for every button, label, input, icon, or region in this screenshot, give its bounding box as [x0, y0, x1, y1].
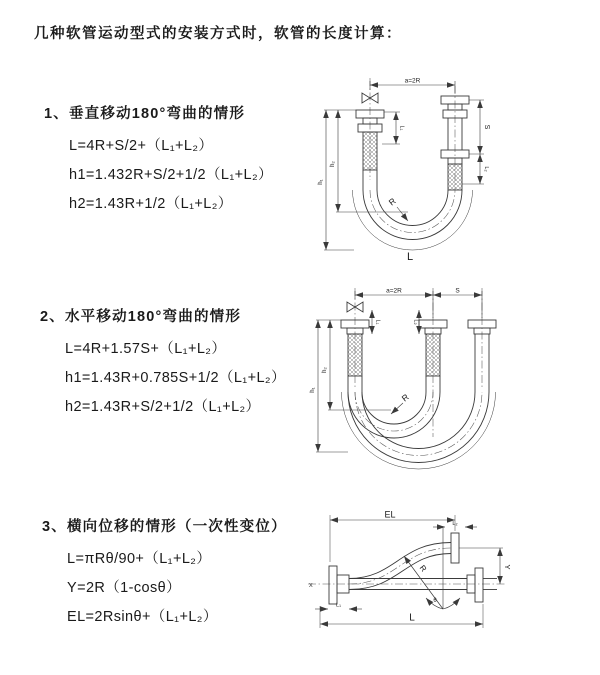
angle-label: θ [433, 598, 437, 604]
dim-label-l2: L₂ [452, 521, 458, 527]
formula-line: h1=1.43R+0.785S+1/2（L₁+L₂） [65, 370, 286, 386]
braided-section [426, 334, 440, 376]
length-label: L [406, 251, 414, 263]
dim-label-l1: L₁ [374, 319, 381, 325]
diagram-labels [309, 510, 512, 624]
hose-inner-wall [377, 190, 448, 225]
dim-label-h1: h₁ [310, 387, 316, 393]
diagram-horizontal-180-bend [306, 282, 600, 472]
dim-label-l1: L₁ [336, 602, 341, 609]
dim-label-l: L [409, 612, 415, 624]
dim-label-h1: h₁ [318, 179, 324, 185]
dim-label-a2r: a=2R [386, 287, 402, 295]
section-3 [42, 515, 287, 632]
section-1-formulas [69, 132, 273, 219]
page-title: 几种软管运动型式的安装方式时，软管的长度计算： [34, 26, 402, 42]
hose-drawing [353, 78, 473, 250]
formula-line: h1=1.432R+S/2+1/2（L₁+L₂） [69, 167, 273, 183]
flange [451, 533, 459, 563]
dim-label-a2r: a=2R [404, 77, 421, 85]
diagram-labels [318, 78, 490, 264]
radius-label: R [417, 563, 429, 574]
radius-label: R [399, 391, 411, 404]
section-2-formulas [65, 335, 286, 422]
flange [329, 566, 337, 604]
hose-drawing [341, 288, 496, 469]
hose-drawing [308, 526, 505, 609]
fixed-end-mark: X [309, 583, 313, 589]
braided-section [348, 334, 362, 376]
dim-label-y: Y [503, 564, 512, 570]
hose-outer-wall [348, 392, 489, 463]
formula-line: h2=1.43R+S/2+1/2（L₁+L₂） [65, 399, 261, 415]
section-3-heading: 3、横向位移的情形（一次性变位） [42, 519, 287, 535]
dim-label-l1: L₁ [398, 125, 405, 131]
length-arc [342, 392, 496, 469]
dim-label-el: EL [384, 509, 396, 520]
formula-line: L=πRθ/90+（L₁+L₂） [67, 551, 212, 567]
radius-label: R [386, 195, 398, 208]
dim-label-h2: h₂ [330, 161, 336, 167]
dim-label-s: S [483, 124, 490, 130]
braided-section [448, 164, 462, 190]
hose-centerline [370, 190, 455, 233]
formula-line: L=4R+1.57S+（L₁+L₂） [65, 341, 227, 357]
section-1 [44, 102, 273, 219]
formula-line: Y=2R（1-cosθ） [67, 580, 181, 596]
dim-label-l2: L₂ [483, 166, 489, 172]
section-1-heading: 1、垂直移动180°弯曲的情形 [44, 106, 246, 122]
length-arc [353, 190, 473, 250]
dimension-lines [316, 291, 482, 452]
diagram-vertical-180-bend [312, 72, 592, 262]
formula-line: EL=2Rsinθ+（L₁+L₂） [67, 609, 218, 625]
dim-label-h2: h₂ [322, 367, 328, 373]
section-2 [40, 305, 286, 422]
hose-inner-wall [362, 392, 426, 424]
braided-section [363, 132, 377, 170]
diagram-lateral-displacement [300, 506, 600, 646]
hose-centerline [355, 392, 482, 456]
dim-label-s: S [455, 287, 460, 295]
dim-label-l2: L₂ [412, 319, 419, 325]
formula-line: L=4R+S/2+（L₁+L₂） [69, 138, 214, 154]
section-2-heading: 2、水平移动180°弯曲的情形 [40, 309, 242, 325]
angle-arc [443, 598, 460, 609]
section-3-formulas [67, 545, 287, 632]
flange [475, 568, 483, 602]
formula-line: h2=1.43R+1/2（L₁+L₂） [69, 196, 233, 212]
